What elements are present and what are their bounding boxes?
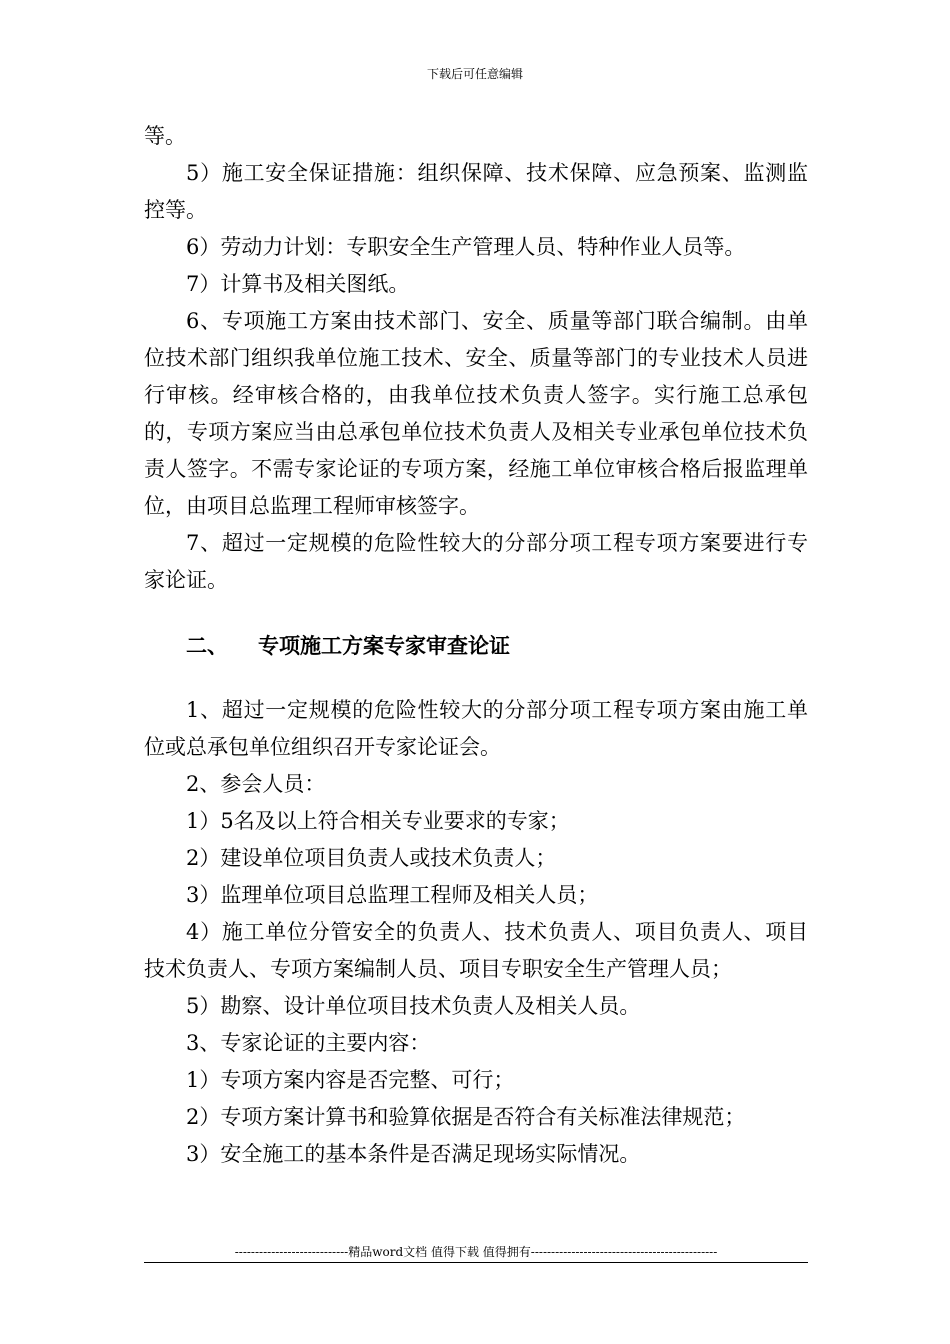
page-header-note: 下载后可任意编辑: [426, 67, 523, 81]
paragraph-continuation: 等。: [144, 124, 186, 148]
paragraph-attendees: 2、参会人员：: [186, 772, 326, 796]
list-item: 3）安全施工的基本条件是否满足现场实际情况。: [186, 1142, 641, 1166]
list-item: 5）勘察、设计单位项目技术负责人及相关人员。: [186, 994, 641, 1018]
paragraph-labor-plan: 6）劳动力计划：专职安全生产管理人员、特种作业人员等。: [186, 235, 746, 259]
list-item: 3）监理单位项目总监理工程师及相关人员；: [186, 883, 599, 907]
list-item: 1）专项方案内容是否完整、可行；: [186, 1068, 515, 1092]
list-item: 2）建设单位项目负责人或技术负责人；: [186, 846, 557, 870]
footer-divider: [144, 1262, 808, 1263]
list-item: 4）施工单位分管安全的负责人、技术负责人、项目负责人、项目技术负责人、专项方案编制人员、项目专职安全生产管理人员；: [144, 920, 808, 981]
paragraph-expert-review-required: 7、超过一定规模的危险性较大的分部分项工程专项方案要进行专家论证。: [144, 531, 808, 592]
section-heading: [144, 627, 808, 664]
list-item: 2）专项方案计算书和验算依据是否符合有关标准法律规范；: [186, 1105, 746, 1129]
section-number: 二、: [186, 633, 228, 658]
paragraph-safety-measures: 5）施工安全保证措施：组织保障、技术保障、应急预案、监测监控等。: [144, 161, 808, 222]
paragraph-review-content: 3、专家论证的主要内容：: [186, 1031, 431, 1055]
document-body: [144, 118, 808, 1173]
paragraph-calculations: 7）计算书及相关图纸。: [186, 272, 410, 296]
section-title: 专项施工方案专家审查论证: [258, 633, 510, 658]
page-footer-note: ----------------------------精品word文档 值得下载 值得拥有----------------------------------------------: [234, 1245, 718, 1259]
paragraph-expert-meeting: 1、超过一定规模的危险性较大的分部分项工程专项方案由施工单位或总承包单位组织召开专家论证会。: [144, 698, 808, 759]
list-item: 1）5名及以上符合相关专业要求的专家；: [186, 809, 570, 833]
paragraph-plan-compilation: 6、专项施工方案由技术部门、安全、质量等部门联合编制。由单位技术部门组织我单位施工技术、安全、质量等部门的专业技术人员进行审核。经审核合格的，由我单位技术负责人签字。实行施工总承包的，专项方案应当由总承包单位技术负责人及相关专业承包单位技术负责人签字。不需专家论证的专项方案，经施工单位审核合格后报监理单位，由项目总监理工程师审核签字。: [144, 309, 808, 518]
